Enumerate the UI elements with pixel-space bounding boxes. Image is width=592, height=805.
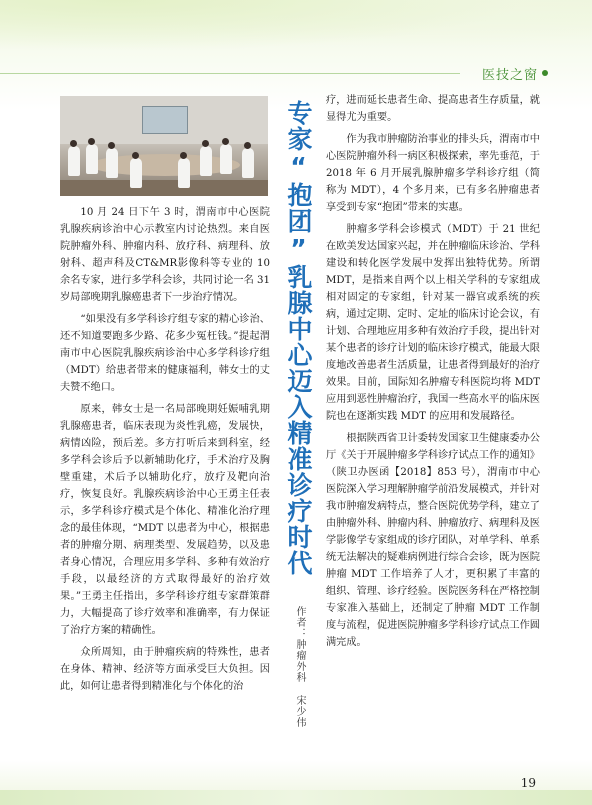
article-column-left [60,204,270,700]
paragraph: 10 月 24 日下午 3 时，渭南市中心医院乳腺疾病诊治中心示教室内讨论热烈。来自医院肿瘤外科、肿瘤内科、放疗科、病理科、放射科、超声科及CT&MR影像科等专业的 10 余名专家，进行多学科会诊，共同讨论一名 31 岁局部晚期乳腺癌患者下一步治疗情况。 [60,207,270,303]
header-decoration [0,0,592,60]
article-column-right [326,92,540,656]
paragraph: 肿瘤多学科会诊模式（MDT）于 21 世纪在欧美发达国家兴起，并在肿瘤临床诊治、学科建设和转化医学发展中发挥出独特优势。所谓 MDT，是指来自两个以上相关学科的专家组成相对固定的专家组，针对某一器官或系统的疾病，通过定期、定时、定址的临床讨论会议，有计划、合理地应用多种有效治疗手段，提出针对某个患者的诊疗计划的临床诊疗模式，能最大限度地改善患者生活质量，让患者得到最好的治疗效果。目前，国际知名肿瘤专科医院均将 MDT 应用到恶性肿瘤治疗，我国一些高水平的临床医院也在逐渐实践 MDT 的应用和发展路径。 [326,224,540,422]
article-title: 专家“抱团”乳腺中心迈入精准诊疗时代 [284,100,313,576]
tag-dot-icon [542,70,548,76]
paragraph: 众所周知，由于肿瘤疾病的特殊性，患者在身体、精神、经济等方面承受巨大负担。因此，如何让患者得到精准化与个体化的治 [60,647,270,692]
paragraph: 根据陕西省卫计委转发国家卫生健康委办公厅《关于开展肿瘤多学科诊疗试点工作的通知》（陕卫办医函【2018】853 号），渭南市中心医院深入学习理解肿瘤学前沿发展模式，并针对我市肿瘤发病特点，整合医院优势学科，建立了由肿瘤外科、肿瘤内科、肿瘤放疗、病理科及医学影像学专家组成的诊疗团队，对单学科、单系统无法解决的疑难病例进行综合会诊，既为医院肿瘤 MDT 工作培养了人才，更积累了丰富的组织、管理、诊疗经验。医院医务科在严格控制专家准入基础上，还制定了肿瘤 MDT 工作制度与流程，促进医院肿瘤多学科诊疗试点工作圆满完成。 [326,433,540,648]
projector-screen-icon [142,106,188,134]
article-byline: 作者：肿瘤外科 宋少伟 [294,606,305,728]
footer-decoration [0,790,592,805]
paragraph: “如果没有多学科诊疗组专家的精心诊治、还不知道要跑多少路、花多少冤枉钱。”提起渭南市中心医院乳腺疾病诊治中心多学科诊疗组（MDT）给患者带来的健康福利，韩女士的丈夫赞不绝口。 [60,314,270,393]
paragraph: 原来，韩女士是一名局部晚期妊娠哺乳期乳腺癌患者，临床表现为炎性乳癌，发展快，病情凶险，预后差。多方打听后来到科室，经多学科会诊后予以新辅助化疗，手术治疗及胸壁重建，术后予以辅助化疗，放疗及靶向治疗，恢复良好。乳腺疾病诊治中心王勇主任表示，多学科诊疗模式是个体化、精准化治疗理念的最佳体现，“MDT 以患者为中心，根据患者的肿瘤分期、病理类型、发展趋势，以及患者身心情况，合理应用多学科、多种有效治疗手段，以最经济的方式取得最好的治疗效果。”王勇主任指出，多学科诊疗组专家群策群力，大幅提高了诊疗效率和准确率，有力保证了治疗方案的精确性。 [60,404,270,636]
column-tag: 医技之窗 [481,68,538,83]
header-rule [0,73,460,74]
meeting-photo [60,96,268,196]
paragraph: 作为我市肿瘤防治事业的排头兵，渭南市中心医院肿瘤外科一病区积极探索，率先垂范，于 2018 年 6 月开展乳腺肿瘤多学科诊疗组（简称为 MDT），4 个多月来，已有多名肿瘤患者享受到专家“抱团”带来的实惠。 [326,134,540,213]
page-number: 19 [520,776,536,790]
paragraph: 疗，进而延长患者生命、提高患者生存质量，就显得尤为重要。 [326,95,540,123]
